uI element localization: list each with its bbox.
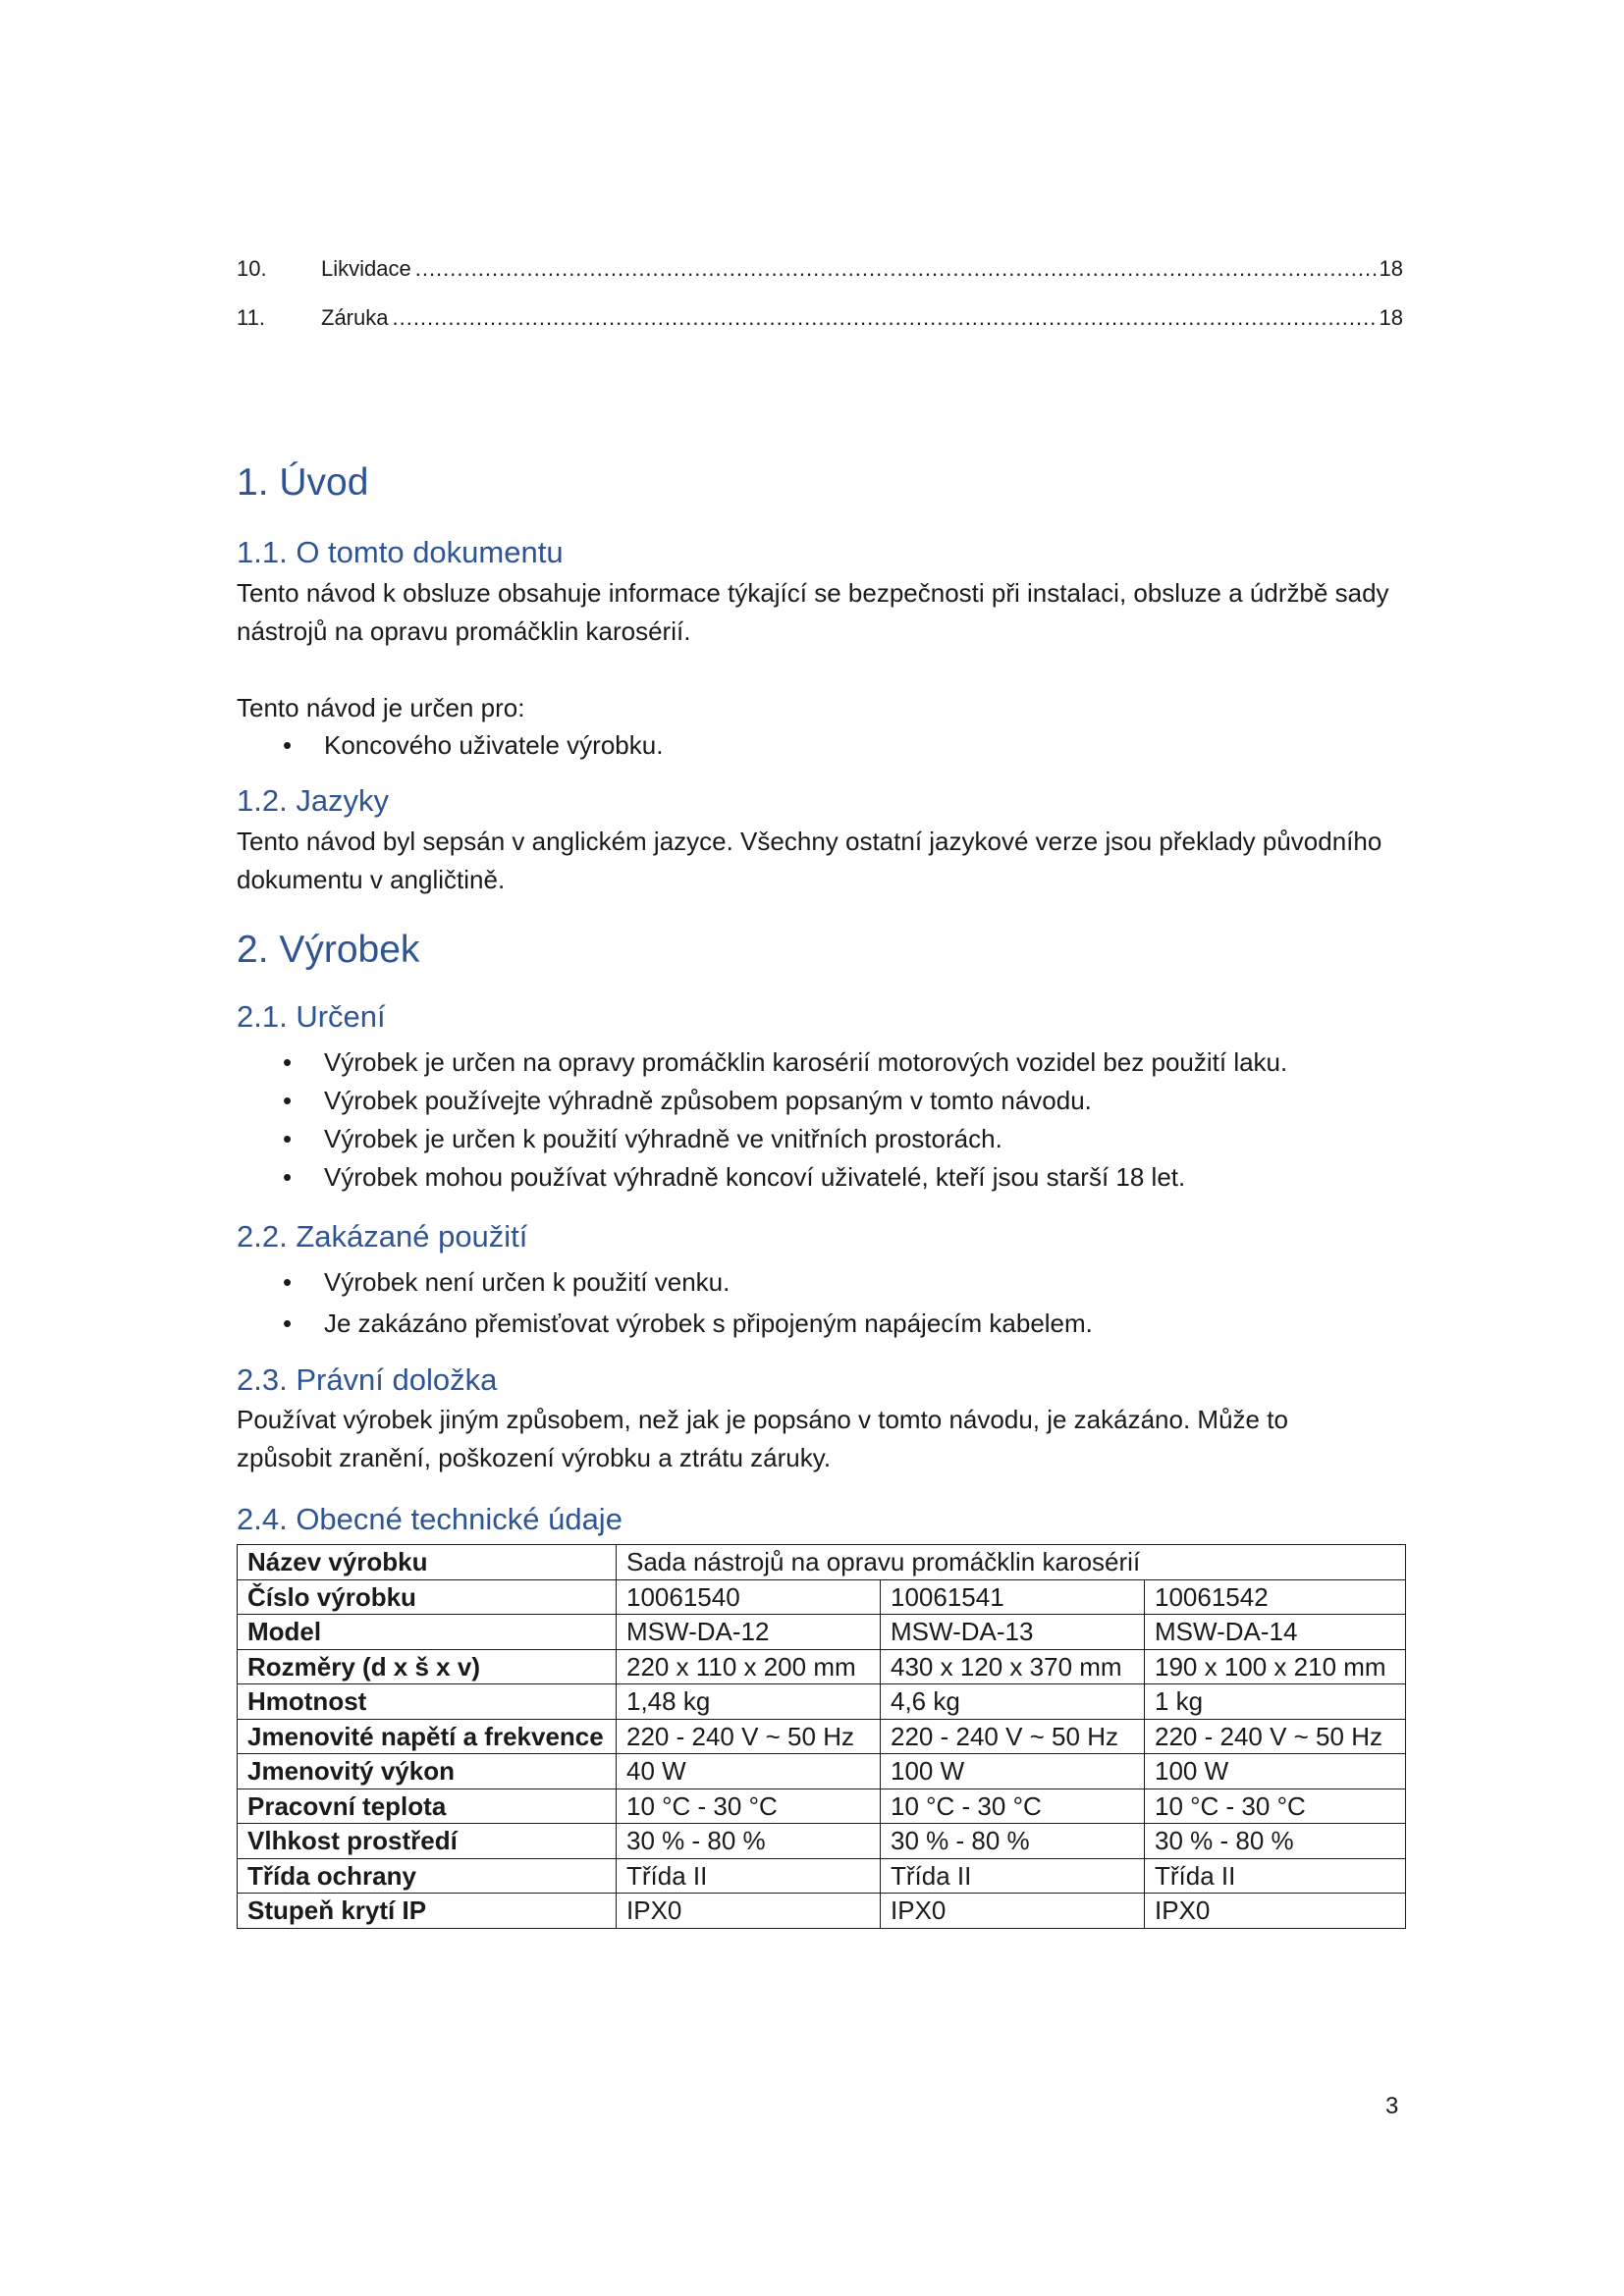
table-cell: Třída II [1145, 1858, 1406, 1894]
section-heading-product: 2. Výrobek [237, 929, 420, 971]
row-label: Název výrobku [238, 1545, 617, 1580]
table-cell: Třída II [617, 1858, 881, 1894]
table-cell: 1,48 kg [617, 1684, 881, 1720]
row-label: Třída ochrany [238, 1858, 617, 1894]
table-cell: 100 W [1145, 1754, 1406, 1789]
languages-paragraph-line2: dokumentu v angličtině. [237, 865, 506, 894]
bullet-icon: • [283, 1162, 293, 1192]
row-label: Jmenovitý výkon [238, 1754, 617, 1789]
table-cell: 220 - 240 V ~ 50 Hz [617, 1719, 881, 1754]
table-row [238, 1579, 1406, 1615]
table-cell: 220 x 110 x 200 mm [617, 1649, 881, 1684]
list-item-text: Výrobek používejte výhradně způsobem popsaným v tomto návodu. [324, 1086, 1092, 1115]
row-label: Hmotnost [238, 1684, 617, 1720]
table-row [238, 1858, 1406, 1894]
table-cell: MSW-DA-13 [881, 1615, 1145, 1650]
table-cell: 4,6 kg [881, 1684, 1145, 1720]
table-cell: 10 °C - 30 °C [881, 1789, 1145, 1824]
table-cell: 220 - 240 V ~ 50 Hz [1145, 1719, 1406, 1754]
toc-leader-dots [415, 256, 1376, 282]
toc-entry[interactable] [237, 305, 1403, 335]
toc-entry-page: 18 [1379, 305, 1403, 330]
toc-entry-title: Záruka [321, 305, 389, 330]
subsection-heading-purpose: 2.1. Určení [237, 999, 386, 1034]
table-row [238, 1824, 1406, 1859]
table-row [238, 1789, 1406, 1824]
about-document-paragraph-line2: nástrojů na opravu promáčklin karosérií. [237, 616, 691, 646]
toc-entry[interactable] [237, 256, 1403, 286]
table-cell: 30 % - 80 % [1145, 1824, 1406, 1859]
bullet-icon: • [283, 730, 293, 760]
technical-data-table [237, 1544, 1406, 1929]
table-cell: 10061541 [881, 1579, 1145, 1615]
table-row [238, 1894, 1406, 1929]
intended-for-text: Tento návod je určen pro: [237, 693, 525, 722]
table-cell: Sada nástrojů na opravu promáčklin karosérií [617, 1545, 1406, 1580]
table-cell: 100 W [881, 1754, 1145, 1789]
row-label: Pracovní teplota [238, 1789, 617, 1824]
table-cell: 10061540 [617, 1579, 881, 1615]
table-cell: 30 % - 80 % [617, 1824, 881, 1859]
table-cell: 1 kg [1145, 1684, 1406, 1720]
list-item-text: Výrobek není určen k použití venku. [324, 1267, 731, 1297]
row-label: Rozměry (d x š x v) [238, 1649, 617, 1684]
table-cell: 10061542 [1145, 1579, 1406, 1615]
table-row [238, 1615, 1406, 1650]
list-item-text: Je zakázáno přemisťovat výrobek s připojeným napájecím kabelem. [324, 1308, 1093, 1338]
legal-paragraph-line1: Používat výrobek jiným způsobem, než jak je popsáno v tomto návodu, je zakázáno. Může to [237, 1405, 1288, 1434]
legal-paragraph-line2: způsobit zranění, poškození výrobku a ztrátu záruky. [237, 1443, 832, 1472]
toc-entry-page: 18 [1379, 256, 1403, 281]
table-row [238, 1649, 1406, 1684]
table-row [238, 1684, 1406, 1720]
about-document-paragraph-line1: Tento návod k obsluze obsahuje informace týkající se bezpečnosti při instalaci, obsluze a údržbě sady [237, 578, 1389, 608]
table-cell: Třída II [881, 1858, 1145, 1894]
table-cell: MSW-DA-14 [1145, 1615, 1406, 1650]
toc-leader-dots [392, 305, 1375, 331]
table-cell: IPX0 [881, 1894, 1145, 1929]
table-cell: MSW-DA-12 [617, 1615, 881, 1650]
list-item-text: Výrobek je určen na opravy promáčklin karosérií motorových vozidel bez použití laku. [324, 1047, 1288, 1077]
table-row [238, 1754, 1406, 1789]
table-row [238, 1719, 1406, 1754]
toc-entry-number: 11. [237, 305, 265, 330]
languages-paragraph-line1: Tento návod byl sepsán v anglickém jazyce. Všechny ostatní jazykové verze jsou překlady původního [237, 827, 1382, 856]
toc-entry-title: Likvidace [321, 256, 411, 281]
subsection-heading-prohibited-use: 2.2. Zakázané použití [237, 1219, 528, 1254]
subsection-heading-languages: 1.2. Jazyky [237, 783, 390, 818]
row-label: Model [238, 1615, 617, 1650]
row-label: Číslo výrobku [238, 1579, 617, 1615]
table-cell: 10 °C - 30 °C [1145, 1789, 1406, 1824]
bullet-icon: • [283, 1124, 293, 1153]
table-cell: 190 x 100 x 210 mm [1145, 1649, 1406, 1684]
bullet-icon: • [283, 1047, 293, 1077]
table-cell: 220 - 240 V ~ 50 Hz [881, 1719, 1145, 1754]
subsection-heading-legal-clause: 2.3. Právní doložka [237, 1362, 498, 1397]
table-cell: 40 W [617, 1754, 881, 1789]
list-item-text: Výrobek je určen k použití výhradně ve vnitřních prostorách. [324, 1124, 1002, 1153]
row-label: Vlhkost prostředí [238, 1824, 617, 1859]
bullet-icon: • [283, 1267, 293, 1297]
row-label: Jmenovité napětí a frekvence [238, 1719, 617, 1754]
table-cell: 10 °C - 30 °C [617, 1789, 881, 1824]
page-number: 3 [1385, 2093, 1399, 2119]
table-cell: 30 % - 80 % [881, 1824, 1145, 1859]
table-cell: IPX0 [1145, 1894, 1406, 1929]
subsection-heading-about-document: 1.1. O tomto dokumentu [237, 535, 564, 569]
table-cell: 430 x 120 x 370 mm [881, 1649, 1145, 1684]
bullet-icon: • [283, 1086, 293, 1115]
bullet-icon: • [283, 1308, 293, 1338]
subsection-heading-technical-data: 2.4. Obecné technické údaje [237, 1502, 623, 1536]
table-row [238, 1545, 1406, 1580]
list-item-text: Výrobek mohou používat výhradně koncoví uživatelé, kteří jsou starší 18 let. [324, 1162, 1186, 1192]
row-label: Stupeň krytí IP [238, 1894, 617, 1929]
list-item-text: Koncového uživatele výrobku. [324, 730, 664, 760]
table-cell: IPX0 [617, 1894, 881, 1929]
section-heading-intro: 1. Úvod [237, 461, 369, 504]
toc-entry-number: 10. [237, 256, 267, 281]
